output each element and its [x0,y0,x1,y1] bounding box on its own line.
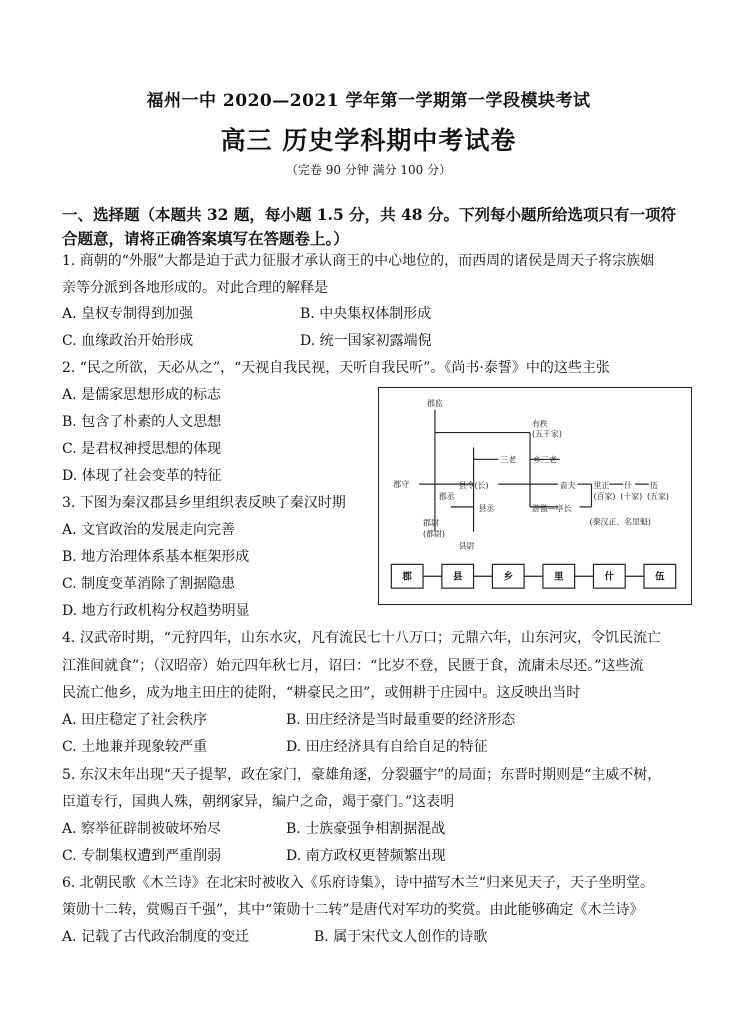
q3-option-a: A. 文官政治的发展走向完善 [62,522,236,538]
q5-option-c: C. 专制集权遭到严重削弱 [62,848,222,864]
q3-option-d: D. 地方行政机构分权趋势明显 [62,603,250,619]
q1-stem-line2: 亲等分派到各地形成的。对此合理的解释是 [62,280,328,296]
diagram-junwei-alt: (都尉) [423,529,446,539]
diagram-sanlao: 三老 [500,455,517,465]
school-exam-line: 福州一中 2020—2021 学年第一学期第一学段模块考试 [146,91,591,111]
q2-option-b: B. 包含了朴素的人文思想 [62,414,222,430]
chain-box-label: 县 [453,571,463,583]
q6-option-b: B. 属于宋代文人创作的诗歌 [314,929,488,945]
diagram-junwei: 郡尉 [423,518,439,528]
q1-stem-line1: 1. 商朝的“外服”大都是迫于武力征服才承认商王的中心地位的，而西周的诸侯是周天子将宗族姻 [62,253,655,269]
q5-stem-line1: 5. 东汉末年出现“天子提挈，政在家门，豪雄角逐，分裂疆宇”的局面；东晋时期则是“主威不树， [62,767,662,783]
diagram-junjian: 郡监 [427,398,443,408]
diagram-xiangsanlao: 乡三老 [533,455,557,465]
diagram-lizheng: 里正 [593,481,610,491]
q2-option-d: D. 体现了社会变革的特征 [62,468,222,484]
exam-time-note: （完卷 90 分钟 满分 100 分） [285,163,452,177]
diagram-juncheng: 郡丞 [438,491,455,501]
q4-stem-line2: 江淮间就食”；（汉昭帝）始元四年秋七月，诏曰：“比岁不登，民匮于食，流庸未尽还。”这些流 [62,658,644,674]
q4-option-c: C. 土地兼并现象较严重 [62,739,208,755]
diagram-xianwei: 县尉 [458,541,475,551]
chain-box-label: 伍 [655,571,665,583]
diagram-wu-note: (五家) [646,491,669,501]
q6-stem-line2: 策勋十二转，赏赐百千强”，其中“策勋十二转”是唐代对军功的奖赏。由此能够确定《木兰诗》 [62,902,644,918]
section-heading-line1: 一、选择题（本题共 32 题，每小题 1.5 分，共 48 分。下列每小题所给选项只有一项符 [62,205,676,224]
chain-box-label: 什 [604,571,615,583]
q2-option-c: C. 是君权神授思想的体现 [62,441,222,457]
q5-option-a: A. 察举征辟制被破坏殆尽 [62,821,222,837]
diagram-sefu: 啬夫 [559,481,576,491]
q2-option-a: A. 是儒家思想形成的标志 [62,387,222,403]
q4-option-d: D. 田庄经济具有自给自足的特征 [286,739,488,755]
diagram-youzhi: 有秩 [532,419,548,429]
diagram-junshou: 郡守 [393,480,410,490]
q5-option-b: B. 士族豪强争相割据混战 [286,821,446,837]
section-heading-line2: 合题意，请将正确答案填写在答题卷上。） [62,229,349,248]
q4-stem-line1: 4. 汉武帝时期，“元狩四年，山东水灾，凡有流民七十八万口；元鼎六年，山东河灾，令饥民流亡 [62,630,661,646]
q1-option-a: A. 皇权专制得到加强 [62,306,194,322]
chain-box-label: 里 [554,571,564,583]
diagram-xianling: 县令(长) [458,481,489,491]
qin-han-admin-diagram [378,387,692,605]
diagram-wu: 伍 [649,481,658,491]
q3-option-b: B. 地方治理体系基本框架形成 [62,549,250,565]
diagram-chain [391,564,675,588]
q6-option-a: A. 记载了古代政治制度的变迁 [62,929,250,945]
diagram-shi-note: (十家) [620,491,643,501]
diagram-youjiao: 游徼—亭长 [532,503,572,513]
q4-stem-line3: 民流亡他乡，成为地主田庄的徒附，“耕豪民之田”，或佣耕于庄园中。这反映出当时 [62,685,581,701]
diagram-youzhi-note: (五千家) [532,429,562,439]
chain-box-label: 乡 [503,571,513,583]
diagram-lizheng-note: (百家) [593,491,616,501]
chain-box-label: 郡 [402,571,412,583]
q1-option-b: B. 中央集权体制形成 [300,306,432,322]
admin-diagram-svg [379,388,691,604]
q4-option-a: A. 田庄稳定了社会秩序 [62,712,208,728]
q3-stem: 3. 下图为秦汉郡县乡里组织表反映了秦汉时期 [62,495,346,511]
q6-stem-line1: 6. 北朝民歌《木兰诗》在北宋时被收入《乐府诗集》，诗中描写木兰“归来见天子，天子坐明堂。 [62,875,654,891]
q4-option-b: B. 田庄经济是当时最重要的经济形态 [286,712,516,728]
diagram-lizheng-note2: (秦汉正、名里魁) [589,517,652,527]
diagram-xiancheng: 县丞 [478,503,495,513]
page-title: 高三 历史学科期中考试卷 [220,126,517,155]
diagram-shi: 什 [624,481,633,491]
q5-stem-line2: 臣道专行，国典人殊，朝纲家异，编户之命，竭于豪门。”这表明 [62,794,455,810]
q5-option-d: D. 南方政权更替频繁出现 [286,848,446,864]
q1-option-c: C. 血缘政治开始形成 [62,333,194,349]
q2-stem: 2. “民之所欲，天必从之”，“天视自我民视，天听自我民听”。《尚书·泰誓》中的这些主张 [62,360,610,376]
q3-option-c: C. 制度变革消除了割据隐患 [62,576,236,592]
q1-option-d: D. 统一国家初露端倪 [300,333,432,349]
